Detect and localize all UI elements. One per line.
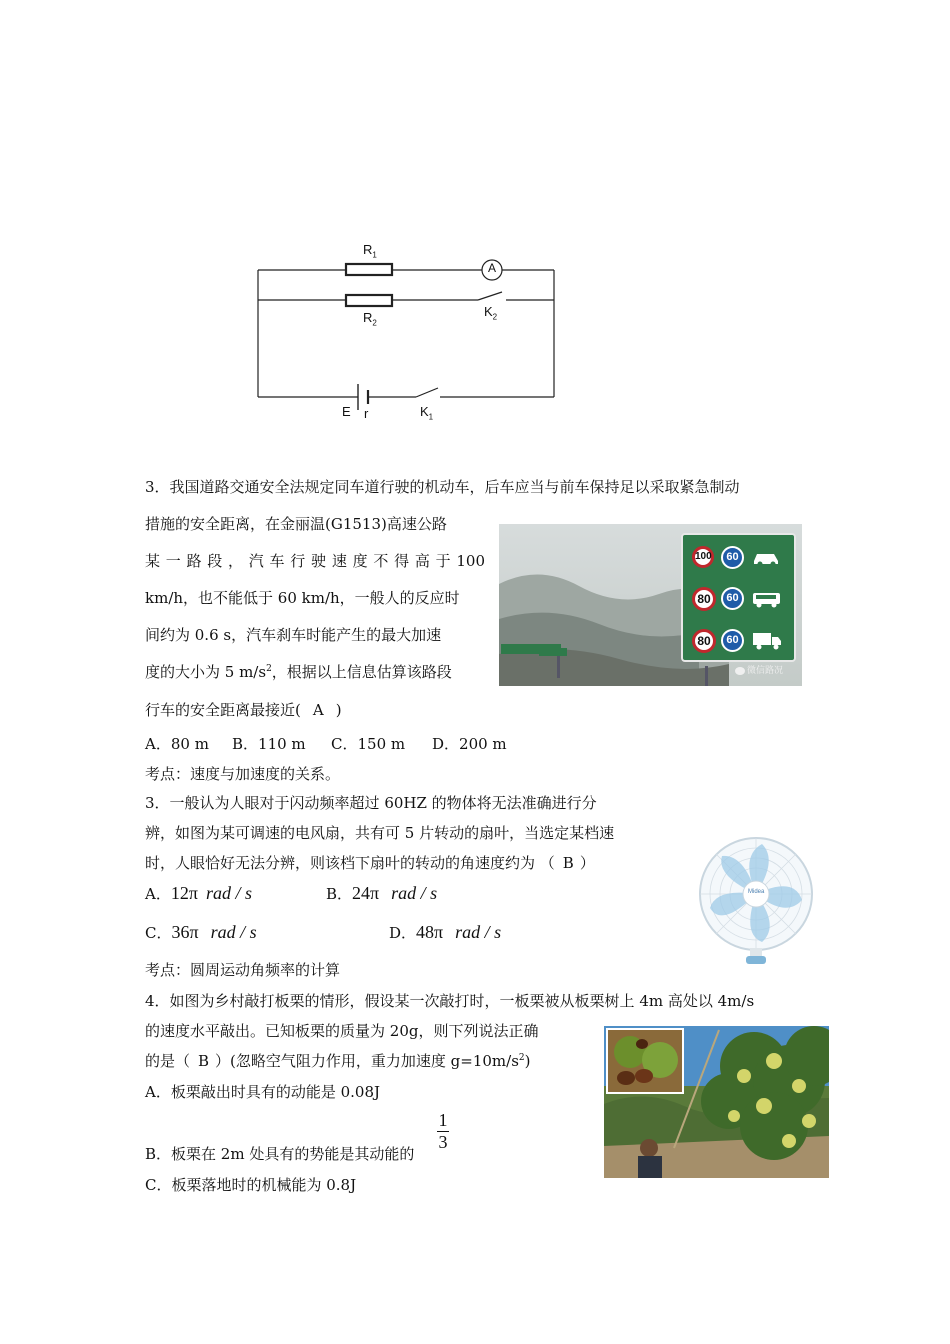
- q3a-line3: 某一路段，汽车行驶速度不得高于100: [145, 552, 485, 570]
- electric-fan-image: [690, 836, 822, 966]
- sign-row-2: [689, 584, 789, 614]
- fraction-denominator: 3: [438, 1132, 448, 1152]
- q3a-answer: A: [312, 701, 324, 719]
- q3a-line4: km/h，也不能低于 60 km/h，一般人的反应时: [145, 589, 460, 607]
- q3b-option-b: B．24π rad / s: [326, 883, 438, 903]
- q3b-kaodian: 考点：圆周运动角频率的计算: [145, 961, 341, 979]
- truck-icon: [751, 631, 783, 651]
- q4-option-a: A．板栗敲出时具有的动能是 0.08J: [145, 1083, 381, 1101]
- q4-line3: 的是（ B ）(忽略空气阻力作用，重力加速度 $g=10m/s^2$): [145, 1052, 531, 1070]
- car-icon: [751, 549, 781, 567]
- q3b-line1: 3．一般认为人眼对于闪动频率超过 60HZ 的物体将无法准确进行分: [145, 794, 597, 812]
- r1-label: $R_1$: [363, 242, 377, 260]
- q3a-option-d: D．200 m: [432, 735, 507, 753]
- bus-icon: [751, 590, 783, 608]
- q3a-option-b: B．110 m: [232, 735, 306, 753]
- speed-limit-min-sign: 60: [721, 587, 744, 610]
- emf-label: E: [342, 404, 351, 419]
- ammeter-label: A: [488, 261, 497, 275]
- q3b-line3: 时，人眼恰好无法分辨，则该档下扇叶的转动的角速度约为 （ B ）: [145, 854, 595, 872]
- k2-label: $K_2$: [484, 304, 498, 322]
- speed-limit-min-sign: 60: [721, 629, 744, 652]
- q3b-option-d: D．48π rad / s: [389, 922, 502, 942]
- q3b-line2: 辨，如图为某可调速的电风扇，共有可 5 片转动的扇叶，当选定某档速: [145, 824, 615, 842]
- q4-line2: 的速度水平敲出。已知板栗的质量为 20g，则下列说法正确: [145, 1022, 539, 1040]
- q3a-line6: 度的大小为 5 $m/s^2$，根据以上信息估算该路段: [145, 663, 452, 681]
- q4-option-c: C．板栗落地时的机械能为 0.8J: [145, 1176, 357, 1194]
- sign-row-3: [689, 626, 789, 656]
- watermark: 微信路况: [735, 663, 783, 676]
- q3a-line1: 3．我国道路交通安全法规定同车道行驶的机动车，后车应当与前车保持足以采取紧急制动: [145, 478, 740, 496]
- wechat-icon: [735, 667, 745, 675]
- speed-limit-min-sign: 60: [721, 546, 744, 569]
- q3a-option-c: C．150 m: [331, 735, 406, 753]
- q3a-line7: 行车的安全距离最接近( A ): [145, 701, 342, 719]
- fan-brand-logo: Midea: [748, 889, 765, 895]
- speed-limit-max-sign: 80: [692, 629, 716, 653]
- speed-limit-max-sign: 80: [692, 587, 716, 611]
- q3a-line5: 间约为 0.6 s，汽车刹车时能产生的最大加速: [145, 626, 442, 644]
- q3b-option-c: C．36π rad / s: [145, 922, 257, 942]
- circuit-wires: [240, 240, 570, 430]
- q3a-line2: 措施的安全距离，在金丽温(G1513)高速公路: [145, 515, 447, 533]
- speed-limit-max-sign: 100: [692, 546, 714, 568]
- internal-resistance-label: r: [364, 406, 369, 421]
- sign-row-1: [689, 543, 789, 573]
- circuit-diagram: [240, 240, 570, 430]
- highway-sign-photo: [499, 524, 802, 686]
- chestnut-tree-photo: [604, 1026, 829, 1178]
- q4-option-b: B．板栗在 2m 处具有的势能是其动能的: [145, 1145, 415, 1163]
- q3b-option-a: A．12π rad / s: [145, 883, 252, 903]
- q3b-answer: B: [562, 854, 574, 872]
- q4-answer: B: [198, 1052, 210, 1070]
- q3a-kaodian: 考点：速度与加速度的关系。: [145, 765, 341, 783]
- q4-line1: 4．如图为乡村敲打板栗的情形，假设某一次敲打时，一板栗被从板栗树上 4m 高处以 4m/s: [145, 992, 755, 1010]
- chestnut-closeup-inset: [606, 1028, 684, 1094]
- q3a-option-a: A．80 m: [145, 735, 209, 753]
- k1-label: $K_1$: [420, 404, 434, 422]
- fraction-numerator: 1: [438, 1110, 448, 1130]
- fraction-one-third: [436, 1110, 450, 1152]
- r2-label: $R_2$: [363, 310, 377, 328]
